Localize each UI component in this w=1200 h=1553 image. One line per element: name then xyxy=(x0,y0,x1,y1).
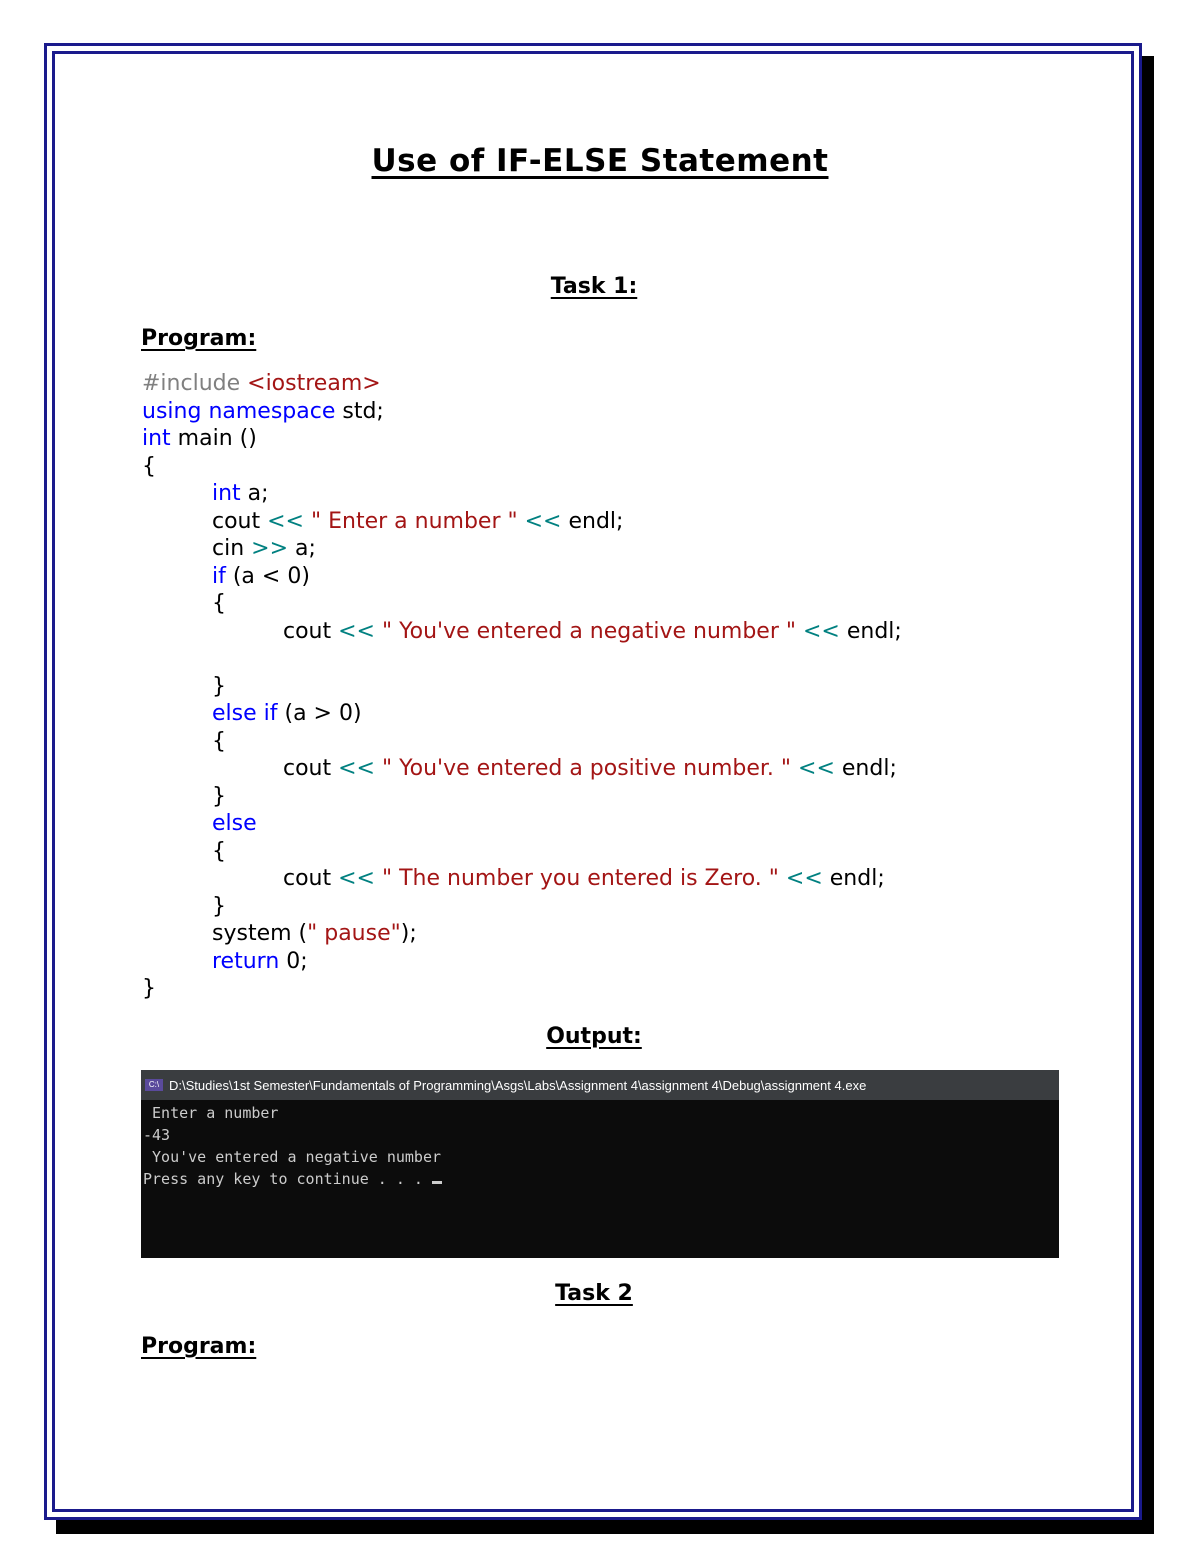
code-token: } xyxy=(212,783,226,809)
code-token: std; xyxy=(335,398,384,424)
code-token: 0; xyxy=(279,948,308,974)
console-line: You've entered a negative number xyxy=(143,1148,442,1166)
code-line xyxy=(142,673,902,701)
code-token: else xyxy=(212,811,257,836)
code-token: cout xyxy=(212,508,268,534)
code-token: " pause" xyxy=(307,921,401,946)
code-token: system ( xyxy=(212,921,308,946)
code-line xyxy=(142,370,902,398)
code-token: << xyxy=(338,866,375,891)
code-line xyxy=(142,755,902,783)
code-token: endl; xyxy=(839,618,902,644)
code-token: " Enter a number " xyxy=(304,508,525,534)
code-token: endl; xyxy=(561,508,624,534)
code-line xyxy=(142,700,902,728)
code-line xyxy=(142,563,902,591)
console-app-icon: C:\ xyxy=(145,1079,163,1091)
code-line xyxy=(142,783,902,811)
console-title-bar xyxy=(141,1070,1059,1100)
code-block xyxy=(142,370,902,1003)
code-token: a; xyxy=(240,481,269,506)
code-token: endl; xyxy=(822,866,885,891)
code-token: (a > 0) xyxy=(277,701,362,726)
code-blank-line xyxy=(142,645,902,673)
code-token: ); xyxy=(400,921,417,946)
code-line xyxy=(142,453,902,481)
code-token: << xyxy=(338,618,375,644)
console-cursor xyxy=(432,1181,442,1184)
code-token: } xyxy=(212,673,226,699)
code-token: if xyxy=(212,563,226,589)
code-token: a; xyxy=(288,536,316,561)
code-token: { xyxy=(212,728,226,754)
code-line xyxy=(142,508,902,536)
code-token: } xyxy=(142,976,156,1001)
code-token: namespace xyxy=(208,398,336,424)
code-token: " The number you entered is Zero. " xyxy=(375,866,786,891)
code-token: << xyxy=(785,866,823,891)
code-line xyxy=(142,480,902,508)
code-line xyxy=(142,590,902,618)
code-token: >> xyxy=(251,536,289,561)
console-window-screenshot xyxy=(141,1070,1059,1258)
code-token: << xyxy=(802,618,840,644)
code-line xyxy=(142,975,902,1003)
code-token: cout xyxy=(283,756,339,781)
code-token: " You've entered a negative number " xyxy=(375,618,803,644)
code-line xyxy=(142,535,902,563)
code-line xyxy=(142,425,902,453)
code-token: cout xyxy=(283,866,339,891)
code-token: cin xyxy=(212,536,252,561)
task1-program-label: Program: xyxy=(141,326,257,351)
console-title: D:\Studies\1st Semester\Fundamentals of Programming\Asgs\Labs\Assignment 4\assignment 4\Debug\assignment 4.exe xyxy=(169,1077,867,1093)
output-heading: Output: xyxy=(546,1024,642,1049)
code-line xyxy=(142,618,902,646)
console-output xyxy=(141,1100,1059,1190)
code-line xyxy=(142,893,902,921)
code-token: { xyxy=(142,453,156,479)
document-title: Use of IF-ELSE Statement xyxy=(371,143,829,179)
code-token: else if xyxy=(212,701,278,726)
code-line xyxy=(142,920,902,948)
code-token: return xyxy=(212,948,280,974)
code-line xyxy=(142,948,902,976)
code-token: using xyxy=(142,398,202,424)
code-token: endl; xyxy=(834,756,897,781)
console-line xyxy=(143,1168,1059,1190)
code-line xyxy=(142,838,902,866)
code-token: #include xyxy=(142,371,248,396)
code-token: << xyxy=(524,508,562,534)
code-token: << xyxy=(267,508,304,534)
console-line: -43 xyxy=(143,1126,171,1144)
code-token: cout xyxy=(283,618,339,644)
code-token: << xyxy=(798,756,835,781)
code-token: int xyxy=(212,481,241,506)
code-token: << xyxy=(338,756,375,781)
code-token: main () xyxy=(170,426,257,451)
code-token: " You've entered a positive number. " xyxy=(375,756,799,781)
code-token: <iostream> xyxy=(247,371,381,396)
code-token: (a < 0) xyxy=(225,563,310,589)
console-prompt: Press any key to continue . . . xyxy=(143,1170,432,1188)
code-token: int xyxy=(142,426,171,451)
code-token: { xyxy=(212,838,226,864)
code-token: { xyxy=(212,591,226,616)
code-line xyxy=(142,810,902,838)
console-line: Enter a number xyxy=(143,1104,279,1122)
code-line xyxy=(142,728,902,756)
code-line xyxy=(142,865,902,893)
task2-program-label: Program: xyxy=(141,1334,257,1359)
task2-heading: Task 2 xyxy=(555,1281,633,1306)
code-token: } xyxy=(212,893,226,919)
task1-heading: Task 1: xyxy=(550,274,638,299)
code-line xyxy=(142,398,902,426)
